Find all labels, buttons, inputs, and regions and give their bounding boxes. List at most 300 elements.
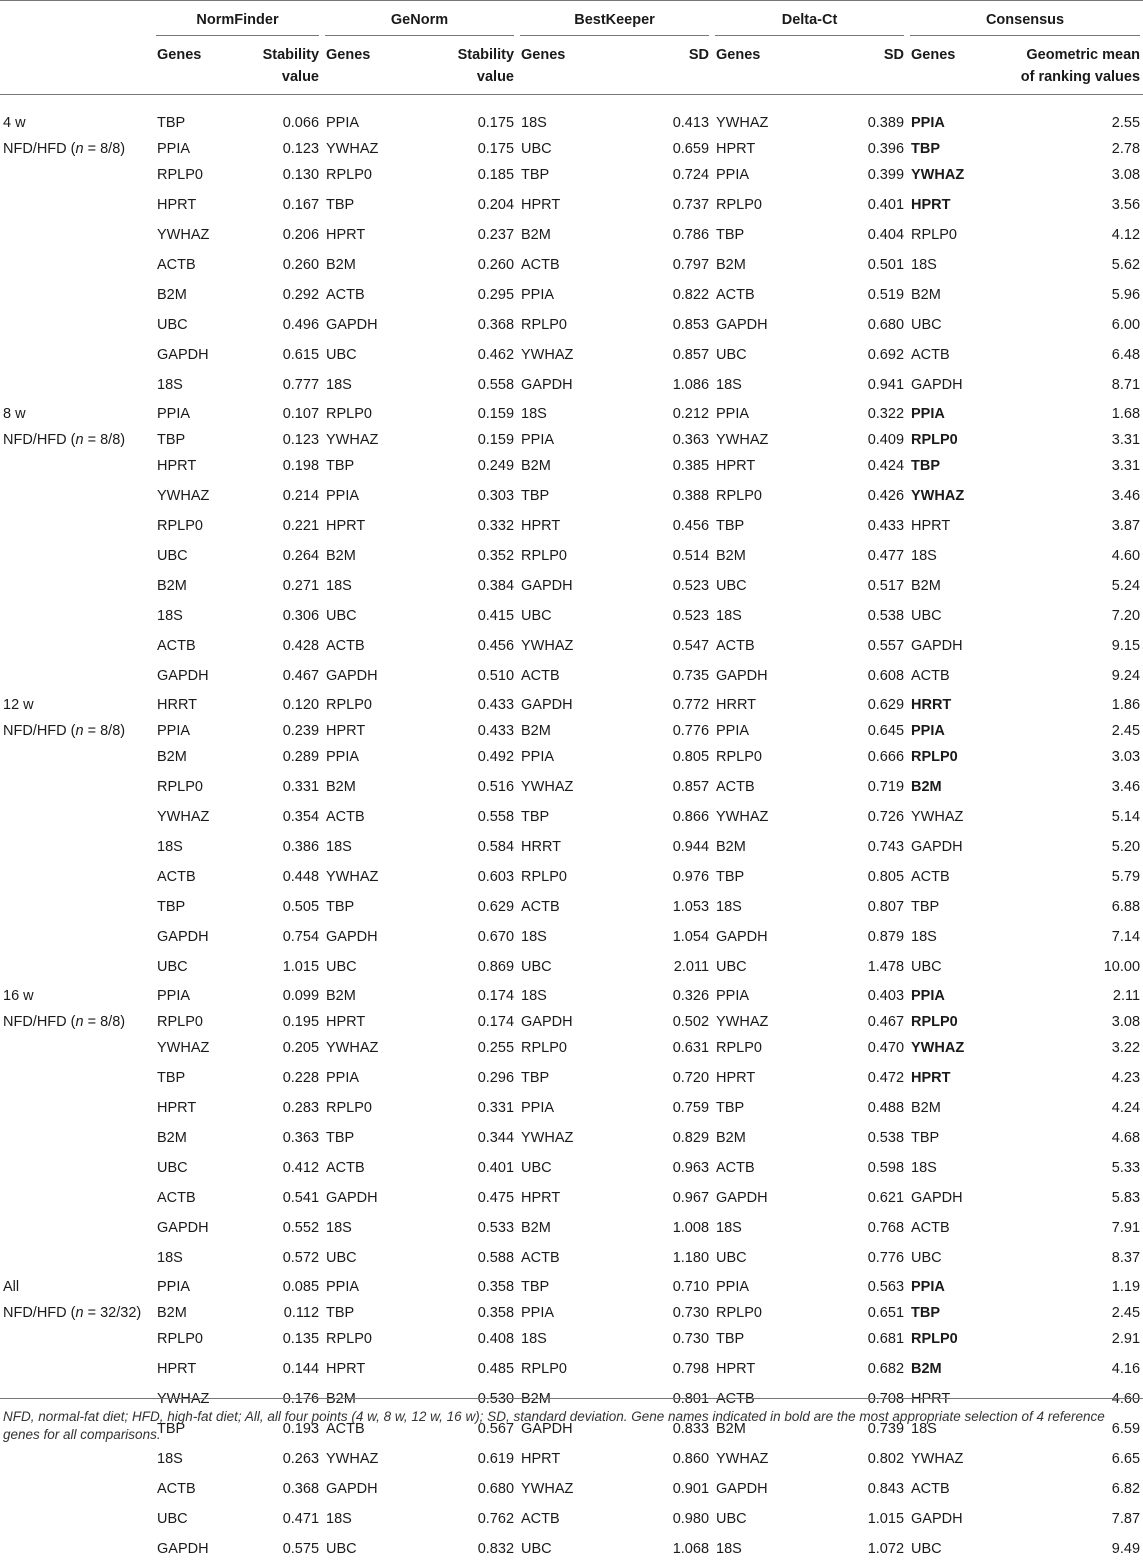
delta-ct-value: 0.488: [795, 1095, 907, 1125]
normfinder-value: 0.195: [227, 1009, 322, 1035]
consensus-value: 9.24: [990, 663, 1143, 693]
normfinder-value: 0.368: [227, 1476, 322, 1506]
consensus-gene: B2M: [907, 573, 990, 603]
consensus-value: 3.03: [990, 744, 1143, 774]
normfinder-value: 0.198: [227, 453, 322, 483]
genorm-gene: GAPDH: [322, 1185, 405, 1215]
group-label-empty: [0, 513, 153, 543]
normfinder-gene: TBP: [153, 1416, 227, 1446]
genorm-gene: RPLP0: [322, 162, 405, 192]
group-condition: [0, 427, 153, 453]
delta-ct-value: 0.404: [795, 222, 907, 252]
genorm-value: 0.832: [405, 1536, 517, 1566]
delta-ct-value: 0.433: [795, 513, 907, 543]
normfinder-gene: RPLP0: [153, 513, 227, 543]
delta-ct-value: 0.426: [795, 483, 907, 513]
bestkeeper-value: 0.797: [600, 252, 712, 282]
bestkeeper-value: 0.853: [600, 312, 712, 342]
genorm-value: 0.331: [405, 1095, 517, 1125]
consensus-value: 8.37: [990, 1245, 1143, 1275]
table-row: [0, 162, 1143, 192]
bestkeeper-gene: RPLP0: [517, 1035, 600, 1065]
consensus-gene: PPIA: [907, 402, 990, 427]
consensus-value: 6.48: [990, 342, 1143, 372]
genorm-value: 0.433: [405, 718, 517, 744]
genorm-value: 0.332: [405, 513, 517, 543]
group-label: [0, 1275, 153, 1300]
delta-ct-value: 0.598: [795, 1155, 907, 1185]
table-row: [0, 693, 1143, 718]
normfinder-value: 0.221: [227, 513, 322, 543]
table-row: [0, 252, 1143, 282]
table-row: [0, 1065, 1143, 1095]
normfinder-gene: UBC: [153, 543, 227, 573]
bestkeeper-value: 1.086: [600, 372, 712, 402]
delta-ct-gene: YWHAZ: [712, 427, 795, 453]
delta-ct-gene: TBP: [712, 1326, 795, 1356]
normfinder-gene: B2M: [153, 744, 227, 774]
normfinder-value: 1.015: [227, 954, 322, 984]
genorm-value: 0.530: [405, 1386, 517, 1416]
header-normfinder: NormFinder: [153, 4, 322, 36]
normfinder-gene: TBP: [153, 894, 227, 924]
subheader-value: [227, 36, 322, 95]
bestkeeper-value: 0.976: [600, 864, 712, 894]
bestkeeper-gene: PPIA: [517, 1300, 600, 1326]
bestkeeper-value: 0.363: [600, 427, 712, 453]
genorm-gene: GAPDH: [322, 663, 405, 693]
genorm-value: 0.408: [405, 1326, 517, 1356]
genorm-value: 0.368: [405, 312, 517, 342]
group-label-empty: [0, 342, 153, 372]
normfinder-value: 0.283: [227, 1095, 322, 1125]
consensus-gene: GAPDH: [907, 1506, 990, 1536]
normfinder-gene: UBC: [153, 1155, 227, 1185]
consensus-value: 2.91: [990, 1326, 1143, 1356]
consensus-value: 4.23: [990, 1065, 1143, 1095]
group-condition-count: = 8/8): [84, 1014, 126, 1030]
normfinder-gene: ACTB: [153, 633, 227, 663]
bestkeeper-gene: GAPDH: [517, 573, 600, 603]
group-label-empty: [0, 192, 153, 222]
genorm-value: 0.175: [405, 95, 517, 137]
genorm-value: 0.249: [405, 453, 517, 483]
normfinder-value: 0.107: [227, 402, 322, 427]
consensus-gene: B2M: [907, 282, 990, 312]
delta-ct-value: 1.072: [795, 1536, 907, 1566]
bestkeeper-gene: HPRT: [517, 192, 600, 222]
consensus-value: 2.11: [990, 984, 1143, 1009]
delta-ct-value: 0.726: [795, 804, 907, 834]
group-label-empty: [0, 1125, 153, 1155]
genorm-gene: ACTB: [322, 1416, 405, 1446]
consensus-value: 1.19: [990, 1275, 1143, 1300]
consensus-gene: RPLP0: [907, 427, 990, 453]
normfinder-gene: UBC: [153, 1506, 227, 1536]
delta-ct-gene: TBP: [712, 513, 795, 543]
bestkeeper-gene: UBC: [517, 1536, 600, 1566]
consensus-value: 5.14: [990, 804, 1143, 834]
delta-ct-value: 0.501: [795, 252, 907, 282]
delta-ct-value: 0.322: [795, 402, 907, 427]
bestkeeper-gene: B2M: [517, 1386, 600, 1416]
consensus-value: 3.08: [990, 162, 1143, 192]
group-label-empty: [0, 222, 153, 252]
header-consensus: Consensus: [907, 4, 1143, 36]
normfinder-gene: 18S: [153, 603, 227, 633]
genorm-value: 0.159: [405, 402, 517, 427]
group-condition-prefix: NFD/HFD (: [3, 1014, 76, 1030]
consensus-gene: UBC: [907, 603, 990, 633]
method-header-row: [0, 4, 1143, 36]
group-label-empty: [0, 573, 153, 603]
delta-ct-value: 0.608: [795, 663, 907, 693]
genorm-gene: HPRT: [322, 1009, 405, 1035]
genorm-value: 0.303: [405, 483, 517, 513]
table-row: [0, 834, 1143, 864]
delta-ct-gene: HPRT: [712, 1065, 795, 1095]
normfinder-value: 0.572: [227, 1245, 322, 1275]
consensus-gene: RPLP0: [907, 744, 990, 774]
group-condition: [0, 136, 153, 162]
normfinder-value: 0.271: [227, 573, 322, 603]
consensus-gene: HPRT: [907, 1386, 990, 1416]
delta-ct-value: 1.015: [795, 1506, 907, 1536]
delta-ct-gene: GAPDH: [712, 1185, 795, 1215]
subheader-value-line2: of ranking values: [990, 66, 1140, 88]
consensus-value: 3.31: [990, 427, 1143, 453]
delta-ct-gene: PPIA: [712, 1275, 795, 1300]
normfinder-value: 0.144: [227, 1356, 322, 1386]
consensus-value: 2.45: [990, 1300, 1143, 1326]
delta-ct-value: 0.403: [795, 984, 907, 1009]
delta-ct-value: 0.807: [795, 894, 907, 924]
normfinder-value: 0.239: [227, 718, 322, 744]
normfinder-gene: 18S: [153, 1446, 227, 1476]
group-condition: [0, 718, 153, 744]
group-condition-count: = 8/8): [84, 723, 126, 739]
genorm-gene: ACTB: [322, 282, 405, 312]
delta-ct-value: 0.472: [795, 1065, 907, 1095]
delta-ct-value: 0.389: [795, 95, 907, 137]
consensus-value: 3.31: [990, 453, 1143, 483]
consensus-gene: TBP: [907, 1300, 990, 1326]
group-condition: [0, 1009, 153, 1035]
bestkeeper-gene: TBP: [517, 1065, 600, 1095]
delta-ct-gene: RPLP0: [712, 1300, 795, 1326]
consensus-value: 4.60: [990, 1386, 1143, 1416]
genorm-gene: GAPDH: [322, 312, 405, 342]
normfinder-gene: RPLP0: [153, 1326, 227, 1356]
bestkeeper-value: 0.502: [600, 1009, 712, 1035]
normfinder-value: 0.123: [227, 427, 322, 453]
normfinder-value: 0.552: [227, 1215, 322, 1245]
genorm-value: 0.255: [405, 1035, 517, 1065]
group-condition-n: n: [76, 141, 84, 157]
consensus-value: 3.22: [990, 1035, 1143, 1065]
table-row: [0, 1275, 1143, 1300]
normfinder-value: 0.130: [227, 162, 322, 192]
table-row: [0, 1536, 1143, 1566]
normfinder-gene: YWHAZ: [153, 804, 227, 834]
header-bestkeeper: BestKeeper: [517, 4, 712, 36]
genorm-gene: YWHAZ: [322, 427, 405, 453]
genorm-gene: ACTB: [322, 804, 405, 834]
normfinder-gene: ACTB: [153, 1476, 227, 1506]
delta-ct-value: 0.477: [795, 543, 907, 573]
delta-ct-gene: B2M: [712, 1416, 795, 1446]
normfinder-gene: GAPDH: [153, 1536, 227, 1566]
normfinder-value: 0.193: [227, 1416, 322, 1446]
table-row: [0, 1009, 1143, 1035]
group-label-empty: [0, 633, 153, 663]
table-row: [0, 1506, 1143, 1536]
bestkeeper-value: 0.720: [600, 1065, 712, 1095]
bestkeeper-value: 0.967: [600, 1185, 712, 1215]
normfinder-value: 0.496: [227, 312, 322, 342]
bestkeeper-gene: TBP: [517, 804, 600, 834]
bestkeeper-value: 1.053: [600, 894, 712, 924]
table-row: [0, 372, 1143, 402]
normfinder-value: 0.471: [227, 1506, 322, 1536]
normfinder-gene: YWHAZ: [153, 1386, 227, 1416]
delta-ct-value: 0.719: [795, 774, 907, 804]
bestkeeper-value: 0.413: [600, 95, 712, 137]
genorm-value: 0.567: [405, 1416, 517, 1446]
bestkeeper-gene: GAPDH: [517, 693, 600, 718]
genorm-value: 0.384: [405, 573, 517, 603]
normfinder-gene: RPLP0: [153, 162, 227, 192]
bestkeeper-gene: TBP: [517, 162, 600, 192]
delta-ct-value: 0.681: [795, 1326, 907, 1356]
bestkeeper-value: 0.735: [600, 663, 712, 693]
bestkeeper-value: 0.388: [600, 483, 712, 513]
subheader-value-line2: value: [227, 66, 319, 88]
group-condition-n: n: [76, 1014, 84, 1030]
normfinder-gene: 18S: [153, 1245, 227, 1275]
normfinder-value: 0.363: [227, 1125, 322, 1155]
table-row: [0, 633, 1143, 663]
delta-ct-value: 0.519: [795, 282, 907, 312]
genorm-gene: PPIA: [322, 744, 405, 774]
table-row: [0, 402, 1143, 427]
delta-ct-value: 0.682: [795, 1356, 907, 1386]
bestkeeper-gene: PPIA: [517, 427, 600, 453]
group-label-empty: [0, 483, 153, 513]
table-row: [0, 1300, 1143, 1326]
bestkeeper-value: 0.759: [600, 1095, 712, 1125]
bestkeeper-value: 0.901: [600, 1476, 712, 1506]
genorm-gene: PPIA: [322, 483, 405, 513]
normfinder-value: 0.412: [227, 1155, 322, 1185]
consensus-gene: RPLP0: [907, 222, 990, 252]
subheader-genes: Genes: [907, 36, 990, 95]
bestkeeper-gene: B2M: [517, 1215, 600, 1245]
bestkeeper-gene: YWHAZ: [517, 342, 600, 372]
delta-ct-gene: PPIA: [712, 718, 795, 744]
group-label-empty: [0, 864, 153, 894]
normfinder-gene: 18S: [153, 372, 227, 402]
delta-ct-gene: B2M: [712, 834, 795, 864]
bestkeeper-gene: RPLP0: [517, 1356, 600, 1386]
genorm-value: 0.516: [405, 774, 517, 804]
table-row: [0, 984, 1143, 1009]
delta-ct-gene: UBC: [712, 573, 795, 603]
delta-ct-value: 0.708: [795, 1386, 907, 1416]
delta-ct-value: 0.941: [795, 372, 907, 402]
normfinder-gene: GAPDH: [153, 342, 227, 372]
group-timepoint: 16 w: [3, 988, 34, 1004]
consensus-gene: GAPDH: [907, 633, 990, 663]
bestkeeper-value: 0.963: [600, 1155, 712, 1185]
subheader-genes: Genes: [712, 36, 795, 95]
normfinder-value: 0.228: [227, 1065, 322, 1095]
genorm-gene: HPRT: [322, 718, 405, 744]
normfinder-gene: GAPDH: [153, 1215, 227, 1245]
consensus-gene: UBC: [907, 1245, 990, 1275]
delta-ct-value: 0.538: [795, 603, 907, 633]
group-label-empty: [0, 1185, 153, 1215]
consensus-gene: B2M: [907, 1356, 990, 1386]
bestkeeper-gene: HPRT: [517, 1446, 600, 1476]
bestkeeper-gene: GAPDH: [517, 372, 600, 402]
group-label-empty: [0, 1095, 153, 1125]
bestkeeper-value: 0.212: [600, 402, 712, 427]
genorm-gene: UBC: [322, 342, 405, 372]
consensus-gene: GAPDH: [907, 834, 990, 864]
subheader-value-line1: SD: [795, 44, 904, 66]
group-condition-count: = 8/8): [84, 432, 126, 448]
normfinder-gene: B2M: [153, 1125, 227, 1155]
delta-ct-gene: TBP: [712, 1095, 795, 1125]
group-timepoint: 12 w: [3, 697, 34, 713]
consensus-gene: UBC: [907, 312, 990, 342]
genorm-gene: 18S: [322, 1215, 405, 1245]
group-label-empty: [0, 744, 153, 774]
genorm-value: 0.159: [405, 427, 517, 453]
consensus-gene: 18S: [907, 924, 990, 954]
genorm-value: 0.295: [405, 282, 517, 312]
bestkeeper-gene: ACTB: [517, 663, 600, 693]
group-label-empty: [0, 252, 153, 282]
consensus-value: 4.60: [990, 543, 1143, 573]
consensus-gene: UBC: [907, 954, 990, 984]
consensus-value: 3.56: [990, 192, 1143, 222]
group-label-empty: [0, 372, 153, 402]
table-row: [0, 1245, 1143, 1275]
bestkeeper-value: 1.054: [600, 924, 712, 954]
subheader-value-line1: Geometric mean: [990, 44, 1140, 66]
consensus-gene: YWHAZ: [907, 1035, 990, 1065]
table-row: [0, 1476, 1143, 1506]
bestkeeper-value: 0.822: [600, 282, 712, 312]
genorm-value: 0.456: [405, 633, 517, 663]
group-timepoint: All: [3, 1279, 19, 1295]
normfinder-gene: HPRT: [153, 192, 227, 222]
bestkeeper-gene: UBC: [517, 136, 600, 162]
bestkeeper-gene: ACTB: [517, 1506, 600, 1536]
group-label-empty: [0, 774, 153, 804]
group-label-empty: [0, 834, 153, 864]
genorm-gene: YWHAZ: [322, 864, 405, 894]
normfinder-gene: GAPDH: [153, 663, 227, 693]
consensus-gene: TBP: [907, 453, 990, 483]
bestkeeper-gene: RPLP0: [517, 312, 600, 342]
normfinder-gene: HPRT: [153, 1356, 227, 1386]
bestkeeper-value: 1.180: [600, 1245, 712, 1275]
genorm-value: 0.401: [405, 1155, 517, 1185]
normfinder-value: 0.135: [227, 1326, 322, 1356]
genorm-value: 0.670: [405, 924, 517, 954]
normfinder-value: 0.615: [227, 342, 322, 372]
delta-ct-gene: B2M: [712, 252, 795, 282]
delta-ct-gene: YWHAZ: [712, 1009, 795, 1035]
genorm-gene: UBC: [322, 954, 405, 984]
delta-ct-gene: UBC: [712, 342, 795, 372]
normfinder-value: 0.085: [227, 1275, 322, 1300]
consensus-gene: HPRT: [907, 1065, 990, 1095]
bestkeeper-gene: 18S: [517, 924, 600, 954]
delta-ct-gene: 18S: [712, 894, 795, 924]
normfinder-value: 0.263: [227, 1446, 322, 1476]
consensus-gene: HRRT: [907, 693, 990, 718]
consensus-gene: B2M: [907, 774, 990, 804]
bestkeeper-value: 0.724: [600, 162, 712, 192]
bestkeeper-gene: PPIA: [517, 282, 600, 312]
consensus-value: 6.88: [990, 894, 1143, 924]
table-body: [0, 95, 1143, 1566]
group-label-empty: [0, 282, 153, 312]
consensus-value: 4.68: [990, 1125, 1143, 1155]
normfinder-value: 0.386: [227, 834, 322, 864]
genorm-value: 0.260: [405, 252, 517, 282]
delta-ct-gene: RPLP0: [712, 483, 795, 513]
delta-ct-gene: TBP: [712, 864, 795, 894]
genorm-gene: RPLP0: [322, 1326, 405, 1356]
table-row: [0, 894, 1143, 924]
bestkeeper-gene: RPLP0: [517, 864, 600, 894]
consensus-value: 3.08: [990, 1009, 1143, 1035]
consensus-gene: ACTB: [907, 1215, 990, 1245]
bestkeeper-value: 0.860: [600, 1446, 712, 1476]
delta-ct-value: 0.629: [795, 693, 907, 718]
genorm-gene: B2M: [322, 1386, 405, 1416]
table-row: [0, 1185, 1143, 1215]
group-label-empty: [0, 1446, 153, 1476]
bestkeeper-gene: HRRT: [517, 834, 600, 864]
delta-ct-gene: YWHAZ: [712, 95, 795, 137]
genorm-gene: TBP: [322, 1125, 405, 1155]
consensus-value: 1.68: [990, 402, 1143, 427]
table-row: [0, 1446, 1143, 1476]
consensus-gene: 18S: [907, 252, 990, 282]
bestkeeper-gene: YWHAZ: [517, 1476, 600, 1506]
normfinder-gene: PPIA: [153, 402, 227, 427]
delta-ct-value: 0.651: [795, 1300, 907, 1326]
genorm-value: 0.869: [405, 954, 517, 984]
table-row: [0, 924, 1143, 954]
bestkeeper-value: 0.456: [600, 513, 712, 543]
bestkeeper-gene: ACTB: [517, 894, 600, 924]
bestkeeper-value: 0.829: [600, 1125, 712, 1155]
bestkeeper-value: 0.523: [600, 573, 712, 603]
normfinder-value: 0.123: [227, 136, 322, 162]
table-row: [0, 222, 1143, 252]
genorm-value: 0.603: [405, 864, 517, 894]
delta-ct-gene: UBC: [712, 1506, 795, 1536]
normfinder-gene: 18S: [153, 834, 227, 864]
bestkeeper-value: 0.786: [600, 222, 712, 252]
